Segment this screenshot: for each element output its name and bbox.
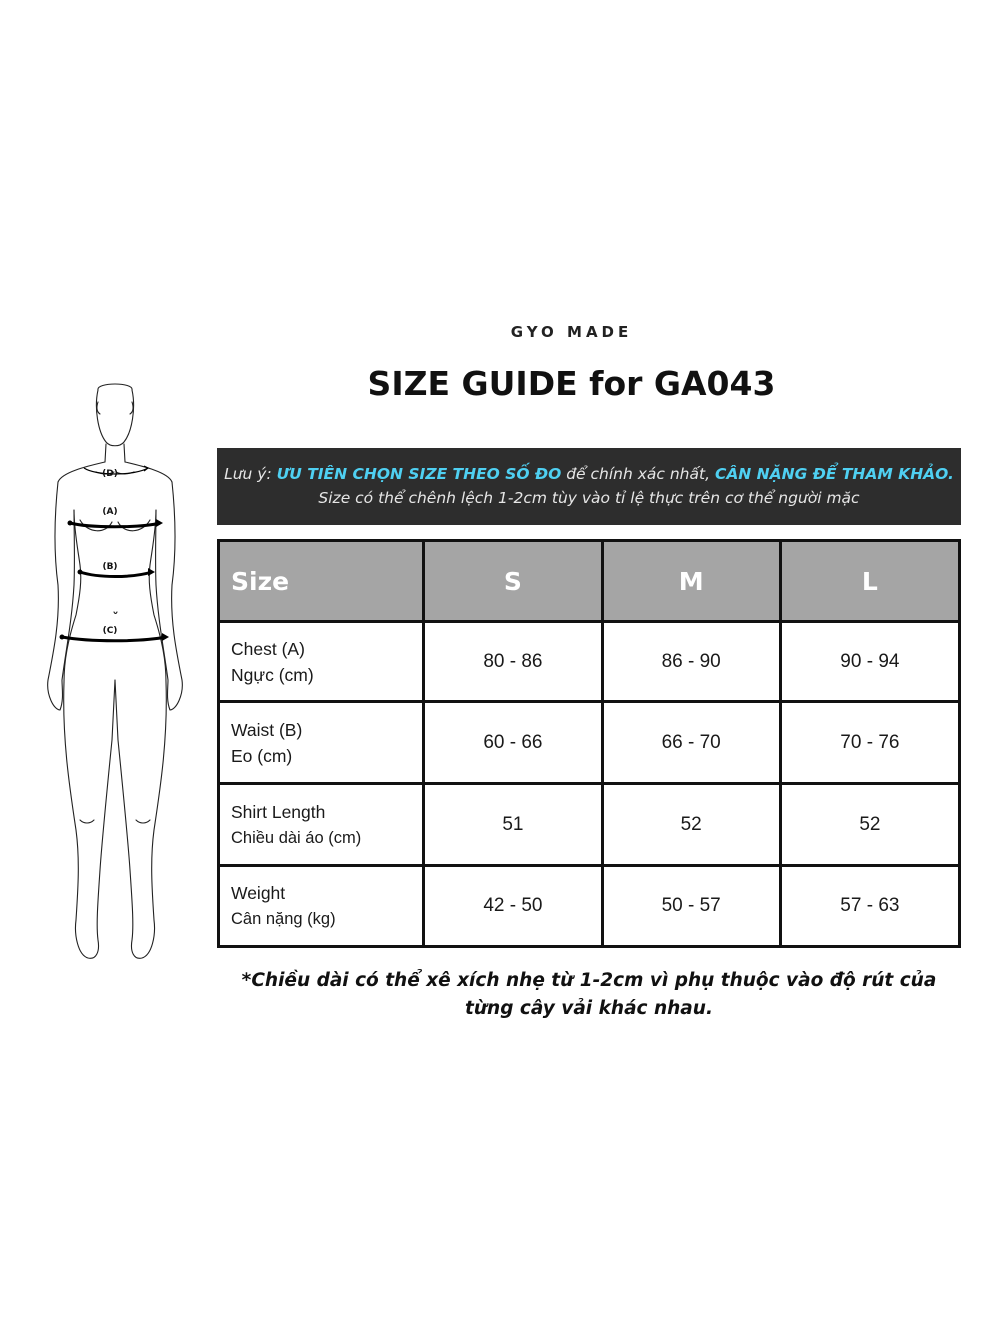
page-title: SIZE GUIDE for GA043: [367, 364, 776, 403]
label-b: (B): [102, 562, 118, 572]
body-measurement-figure: [40, 380, 190, 965]
row-label-vi: Eo (cm): [231, 745, 293, 766]
header-l: L: [780, 541, 959, 622]
note-prefix: Lưu ý:: [224, 465, 277, 483]
brand-name: GYO MADE: [510, 323, 633, 341]
row-label: [219, 784, 424, 866]
note-banner: [217, 448, 961, 525]
row-label-en: Weight: [231, 883, 286, 903]
cell-m: 66 - 70: [602, 702, 780, 784]
header-m: M: [602, 541, 780, 622]
size-table: [217, 539, 961, 948]
row-label: [219, 702, 424, 784]
header-s: S: [424, 541, 602, 622]
cell-m: 86 - 90: [602, 622, 780, 702]
footnote: [217, 967, 961, 1023]
table-row-shirt-length: [219, 784, 960, 866]
note-line-1: [217, 462, 961, 486]
row-label: [219, 622, 424, 702]
label-c: (C): [102, 626, 118, 636]
note-highlight-weight: CÂN NẶNG ĐỂ THAM KHẢO.: [714, 465, 954, 483]
cell-l: 52: [780, 784, 959, 866]
table-row-weight: [219, 866, 960, 947]
cell-l: 70 - 76: [780, 702, 959, 784]
cell-l: 90 - 94: [780, 622, 959, 702]
row-label: [219, 866, 424, 947]
table-header-row: [219, 541, 960, 622]
note-highlight-measure: ƯU TIÊN CHỌN SIZE THEO SỐ ĐO: [276, 465, 562, 483]
row-label-en: Waist (B): [231, 719, 303, 740]
footnote-line-1: *Chiều dài có thể xê xích nhẹ từ 1-2cm vì phụ thuộc vào độ rút của: [241, 970, 937, 991]
row-label-vi: Chiều dài áo (cm): [231, 828, 362, 847]
cell-s: 60 - 66: [424, 702, 602, 784]
row-label-vi: Ngực (cm): [231, 664, 314, 685]
cell-s: 80 - 86: [424, 622, 602, 702]
note-line-2: Size có thể chênh lệch 1-2cm tùy vào tỉ lệ thực trên cơ thể người mặc: [318, 489, 860, 507]
cell-s: 51: [424, 784, 602, 866]
row-label-en: Chest (A): [231, 638, 305, 659]
label-a: (A): [102, 507, 118, 517]
footnote-line-2: từng cây vải khác nhau.: [465, 998, 713, 1019]
note-middle: để chính xác nhất,: [561, 465, 715, 483]
row-label-vi: Cân nặng (kg): [231, 910, 336, 928]
cell-m: 52: [602, 784, 780, 866]
table-row-chest: [219, 622, 960, 702]
cell-m: 50 - 57: [602, 866, 780, 947]
label-d: (D): [102, 469, 118, 479]
header-size: Size: [219, 541, 424, 622]
table-row-waist: [219, 702, 960, 784]
cell-s: 42 - 50: [424, 866, 602, 947]
row-label-en: Shirt Length: [231, 801, 326, 822]
cell-l: 57 - 63: [780, 866, 959, 947]
